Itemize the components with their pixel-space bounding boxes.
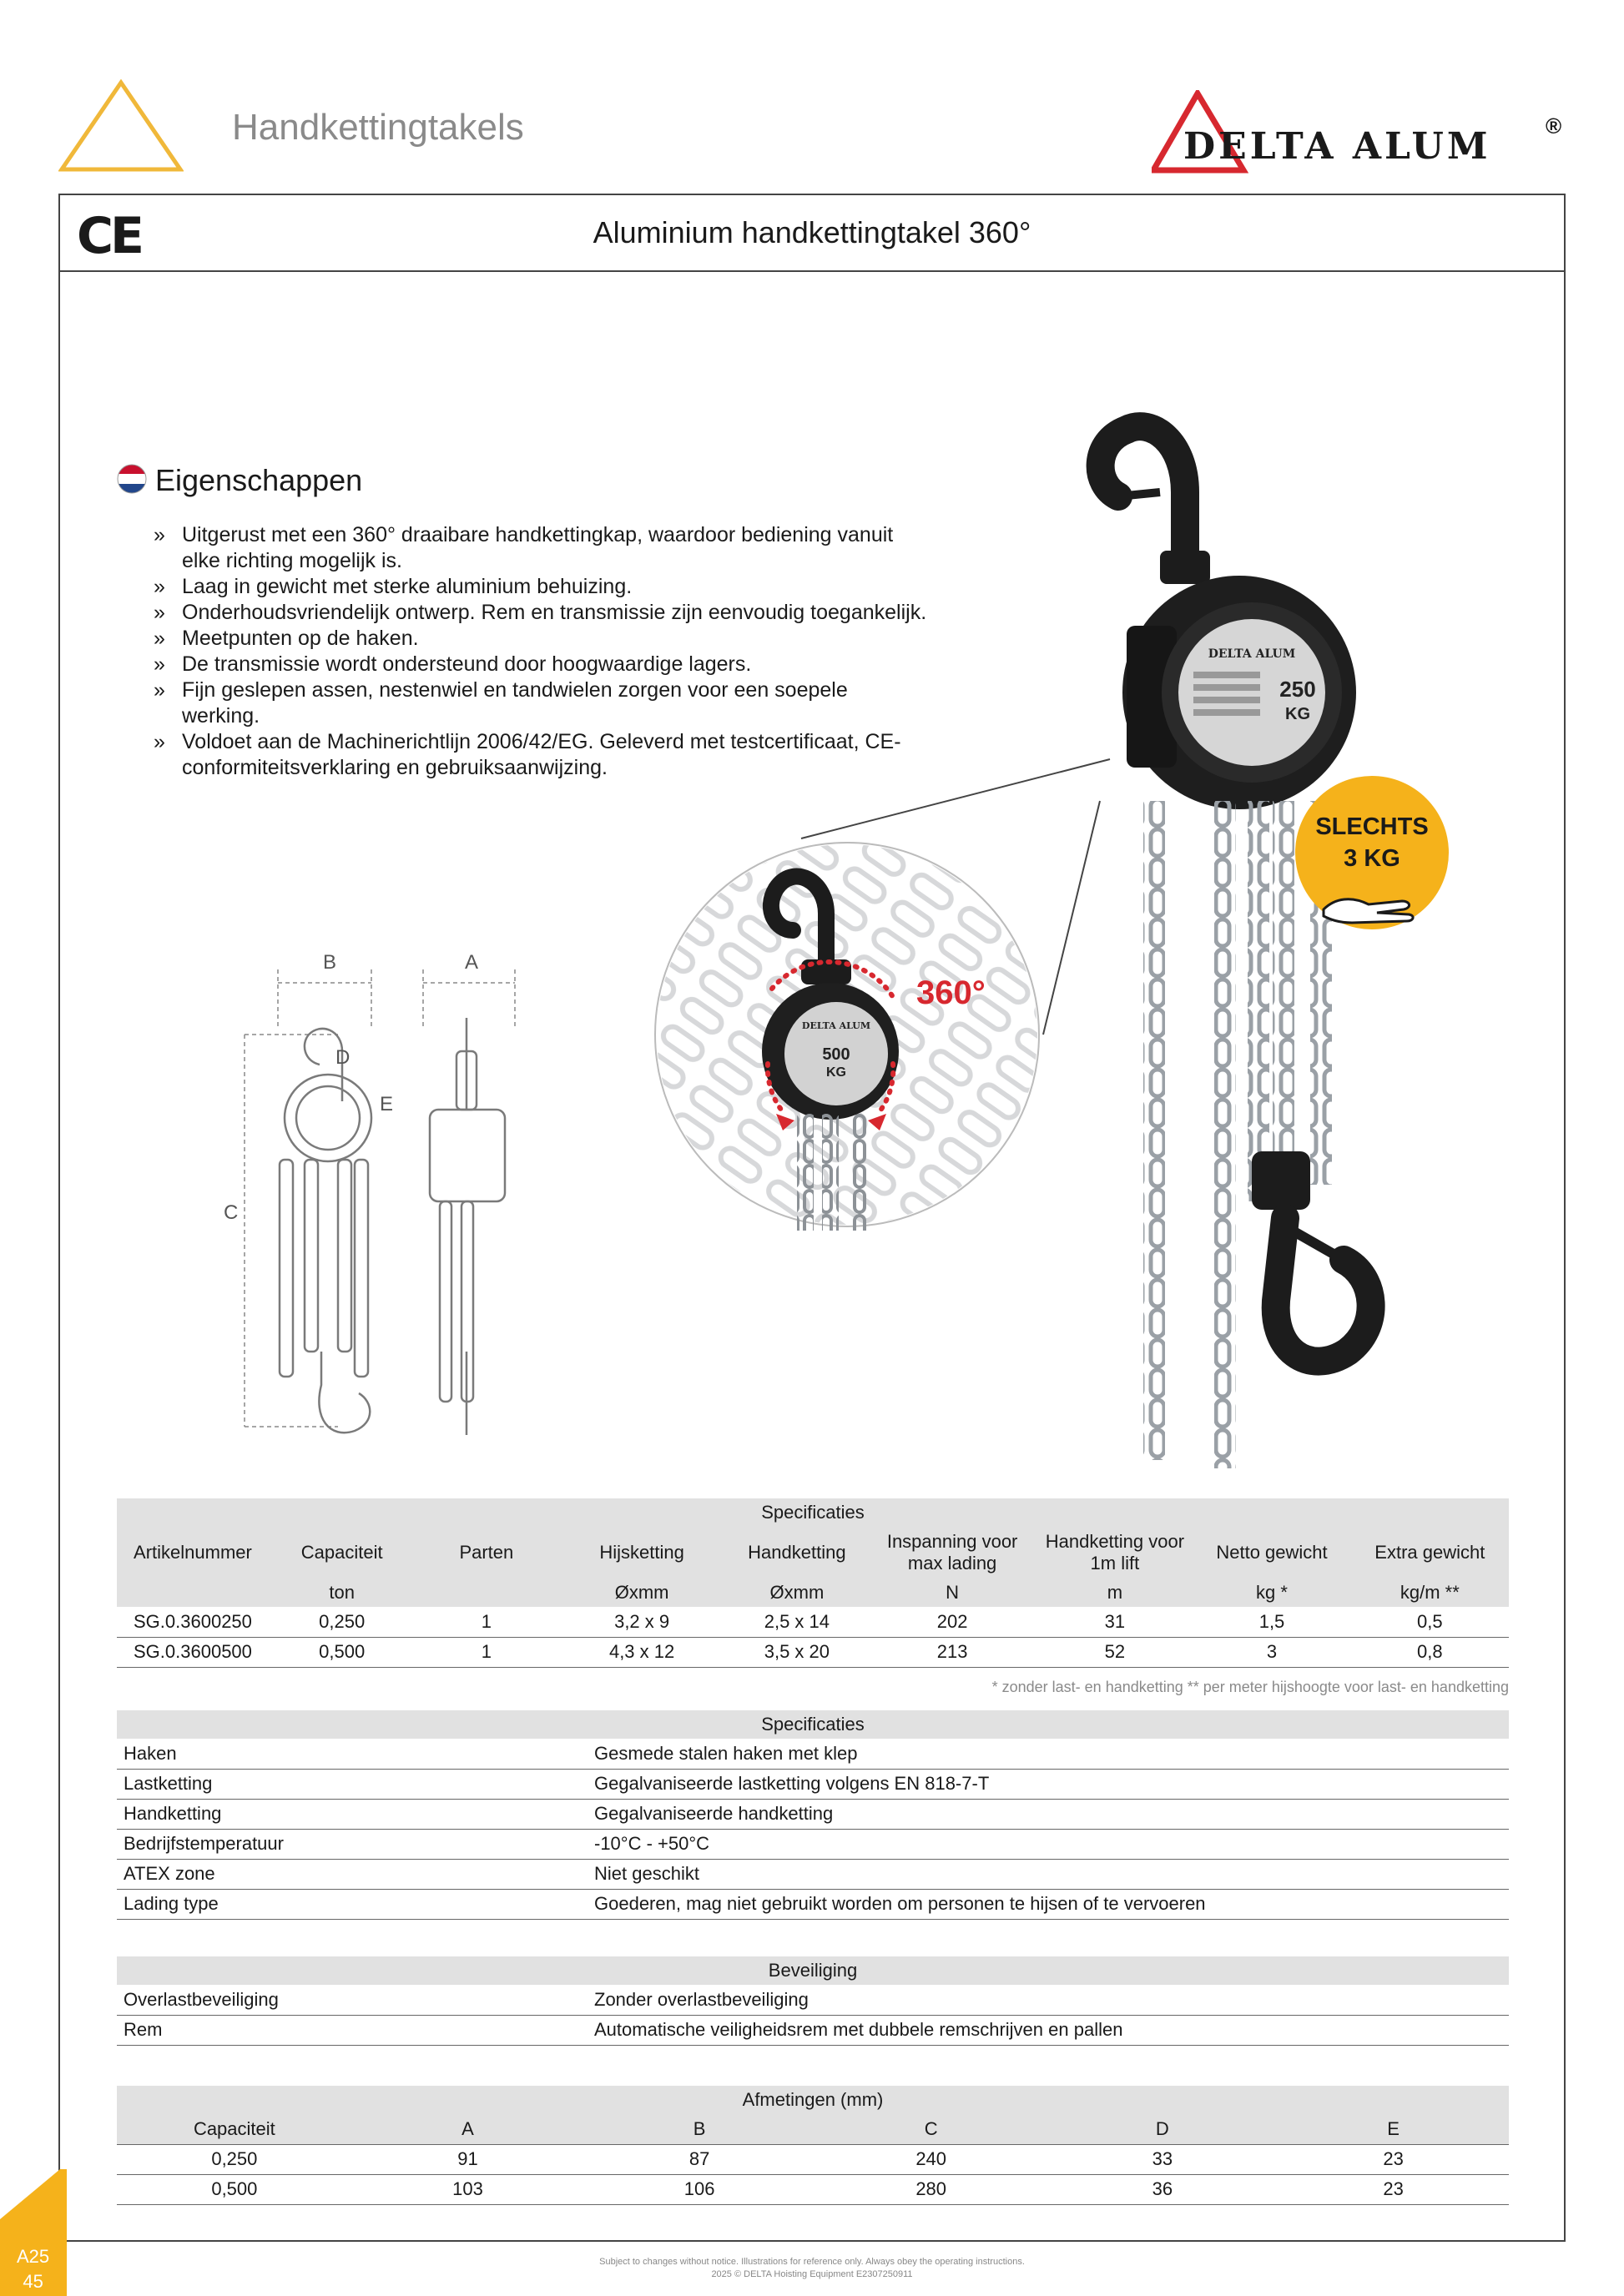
table-cell: 87 [583,2144,815,2174]
table-row [117,1607,1509,1637]
table-row [117,2144,1509,2174]
properties-list [154,522,930,781]
table-header: Hijsketting [599,1542,684,1563]
detail-plate-brand: DELTA ALUM [801,1020,871,1031]
table-header: Handketting voor 1m lift [1045,1531,1185,1573]
brand-name: DELTA ALUM [1183,125,1491,168]
table-row [117,2015,1509,2045]
table-cell: SG.0.3600250 [117,1607,269,1637]
general-specifications-table [117,1710,1509,1920]
table-cell: 23 [1278,2174,1509,2204]
table-row [117,1985,1509,2015]
table-cell: 52 [1036,1637,1193,1667]
table-unit: m [1107,1582,1123,1603]
table-row [117,1769,1509,1799]
detail-plate-unit: KG [826,1065,846,1080]
dimension-drawing [221,951,538,1460]
weight-badge-text [1295,811,1449,874]
table-group-title: Specificaties [761,1502,865,1523]
table-header: Capaciteit [300,1542,383,1563]
table-cell: 0,250 [117,2144,352,2174]
table-row [117,1739,1509,1769]
table-row [117,1637,1509,1667]
footer-line-2: 2025 © DELTA Hoisting Equipment E2307250911 [711,2269,913,2279]
plate-unit: KG [1285,705,1310,723]
list-item: » Meetpunten op de haken. [154,626,930,652]
table-cell: 91 [352,2144,584,2174]
table-cell: 33 [1047,2144,1278,2174]
table-unit [415,1578,557,1607]
table-header: C [815,2114,1047,2144]
table-cell: 1 [415,1607,557,1637]
table-unit: N [946,1582,960,1603]
table-row [117,1859,1509,1889]
table-cell: 36 [1047,2174,1278,2204]
list-item: » Laag in gewicht met sterke aluminium behuizing. [154,574,930,600]
table-cell: 0,8 [1351,1637,1509,1667]
table-cell-value: Gesmede stalen haken met klep [588,1739,1509,1769]
table-header: D [1047,2114,1278,2144]
table-cell: 202 [868,1607,1037,1637]
table-unit [117,1578,269,1607]
table-header: Parten [459,1542,514,1563]
table-cell-value: Zonder overlastbeveiliging [588,1985,1509,2015]
table-cell: 31 [1036,1607,1193,1637]
page-code-line-1: A25 [17,2246,50,2267]
table-cell-label: Handketting [117,1799,588,1829]
rotation-label: 360° [916,974,986,1011]
table-header: Extra gewicht [1374,1542,1485,1563]
table-unit: ton [329,1582,355,1603]
table-cell-label: Haken [117,1739,588,1769]
table-cell: 0,5 [1351,1607,1509,1637]
table-cell-value: Gegalvaniseerde lastketting volgens EN 818-7-T [588,1769,1509,1799]
section-title: Handkettingtakels [232,107,524,148]
badge-line-2: 3 KG [1344,845,1400,872]
plate-brand: DELTA ALUM [1208,647,1296,661]
table-cell: 0,500 [117,2174,352,2204]
table-row [117,1829,1509,1859]
table-cell-label: Bedrijfstemperatuur [117,1829,588,1859]
table-unit: Øxmm [614,1582,669,1603]
dutch-flag-icon [117,464,147,494]
table-cell: 1,5 [1193,1607,1350,1637]
table-group-title: Specificaties [761,1714,865,1735]
plate-capacity: 250 [1279,677,1316,702]
warning-triangle-icon [58,79,184,173]
table-cell: 280 [815,2174,1047,2204]
table-footnote: * zonder last- en handketting ** per meter hijshoogte voor last- en handketting [991,1679,1509,1695]
dim-label-e: E [380,1093,394,1115]
list-item: » Voldoet aan de Machinerichtlijn 2006/42/EG. Geleverd met testcertificaat, CE-conformiteitsverklaring en gebruiksaanwijzing. [154,729,930,781]
safety-table [117,1956,1509,2046]
table-cell: 3,5 x 20 [726,1637,868,1667]
table-cell-label: ATEX zone [117,1859,588,1889]
table-group-title: Afmetingen (mm) [742,2089,884,2110]
table-cell-value: Gegalvaniseerde handketting [588,1799,1509,1829]
table-header: B [583,2114,815,2144]
badge-line-1: SLECHTS [1315,813,1429,840]
footer-line-1: Subject to changes without notice. Illustrations for reference only. Always obey the operating instructions. [599,2257,1025,2267]
table-cell: 213 [868,1637,1037,1667]
table-cell: 1 [415,1637,557,1667]
dim-label-d: D [335,1046,351,1069]
table-cell-label: Lastketting [117,1769,588,1799]
table-cell: 4,3 x 12 [557,1637,726,1667]
table-header: A [352,2114,584,2144]
footer-disclaimer [0,2256,1624,2281]
page-code-line-2: 45 [23,2271,43,2292]
table-row [117,1799,1509,1829]
rotation-detail-image [651,838,1043,1231]
table-cell: 0,500 [269,1637,416,1667]
table-row [117,1889,1509,1919]
dim-label-b: B [323,951,337,974]
table-header: E [1278,2114,1509,2144]
table-header: Capaciteit [117,2114,352,2144]
table-group-title: Beveiliging [768,1960,858,1981]
table-cell: 103 [352,2174,584,2204]
table-cell: 2,5 x 14 [726,1607,868,1637]
dimensions-table [117,2086,1509,2205]
table-header: Handketting [748,1542,846,1563]
table-header: Inspanning voor max lading [886,1531,1018,1573]
table-cell: 240 [815,2144,1047,2174]
list-item: » De transmissie wordt ondersteund door hoogwaardige lagers. [154,652,930,677]
table-cell-value: Niet geschikt [588,1859,1509,1889]
hand-icon [1319,889,1419,926]
table-unit: kg/m ** [1400,1582,1460,1603]
list-item: » Uitgerust met een 360° draaibare handkettingkap, waardoor bediening vanuit elke richting mogelijk is. [154,522,930,574]
list-item: » Onderhoudsvriendelijk ontwerp. Rem en transmissie zijn eenvoudig toegankelijk. [154,600,930,626]
properties-heading: Eigenschappen [155,463,363,497]
specifications-table [117,1498,1509,1668]
table-unit: Øxmm [769,1582,825,1603]
table-cell: 3,2 x 9 [557,1607,726,1637]
table-cell-label: Overlastbeveiliging [117,1985,588,2015]
detail-plate-capacity: 500 [822,1045,850,1064]
table-cell: 0,250 [269,1607,416,1637]
table-cell: 23 [1278,2144,1509,2174]
list-item: » Fijn geslepen assen, nestenwiel en tandwielen zorgen voor een soepele werking. [154,677,930,729]
table-cell-label: Rem [117,2015,588,2045]
table-unit: kg * [1256,1582,1288,1603]
table-cell-value: -10°C - +50°C [588,1829,1509,1859]
table-header: Artikelnummer [134,1542,252,1563]
dim-label-c: C [224,1201,239,1224]
table-cell-label: Lading type [117,1889,588,1919]
table-row [117,2174,1509,2204]
table-cell: 3 [1193,1637,1350,1667]
ce-mark-icon: CE [77,207,142,265]
dim-label-a: A [465,951,479,974]
brand-registered-mark: ® [1546,113,1562,138]
product-title: Aluminium handkettingtakel 360° [593,215,1031,249]
table-header: Netto gewicht [1216,1542,1328,1563]
table-cell-value: Goederen, mag niet gebruikt worden om personen te hijsen of te vervoeren [588,1889,1509,1919]
table-cell-value: Automatische veiligheidsrem met dubbele remschrijven en pallen [588,2015,1509,2045]
table-cell: 106 [583,2174,815,2204]
table-cell: SG.0.3600500 [117,1637,269,1667]
